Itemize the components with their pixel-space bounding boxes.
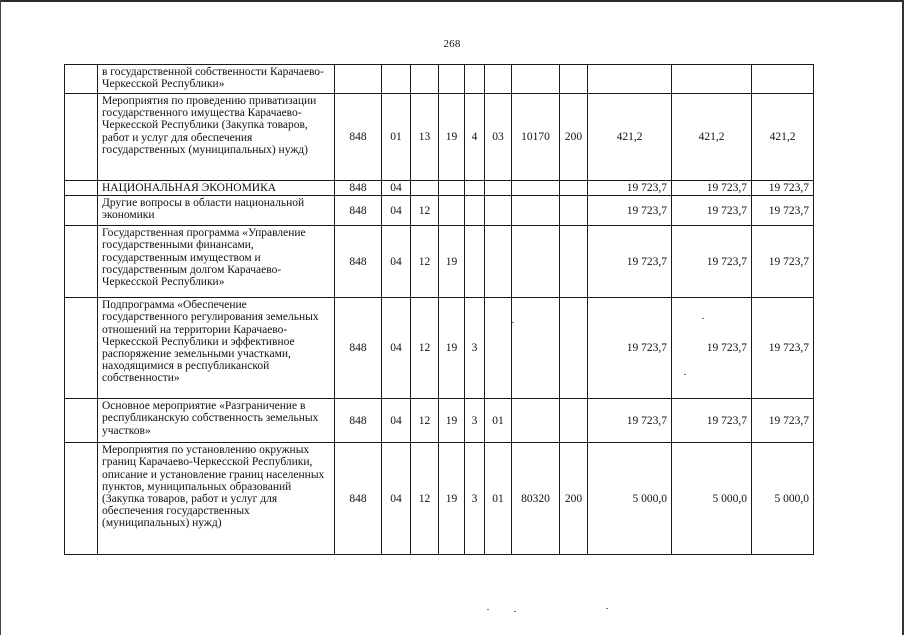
table-row: [65, 65, 814, 94]
subprogram-code-cell: 3: [465, 298, 485, 399]
subsection-code-cell: 13: [411, 94, 439, 181]
subprogram-code-cell: 3: [465, 399, 485, 443]
sum-3-cell: 19 723,7: [752, 181, 814, 196]
row-number-cell: [65, 443, 98, 555]
sum-1-cell: [588, 65, 672, 94]
expense-type-cell: [560, 298, 588, 399]
program-code-cell: 19: [439, 94, 465, 181]
direction-code-cell: [512, 181, 560, 196]
table-row: [65, 196, 814, 226]
section-code-cell: 04: [382, 196, 411, 226]
sum-2-cell: 19 723,7: [672, 399, 752, 443]
sum-2-cell: 19 723,7: [672, 298, 752, 399]
admin-code-cell: [335, 65, 382, 94]
admin-code-cell: 848: [335, 181, 382, 196]
item-name-cell: НАЦИОНАЛЬНАЯ ЭКОНОМИКА: [98, 181, 335, 196]
row-number-cell: [65, 65, 98, 94]
subprogram-code-cell: 3: [465, 443, 485, 555]
sum-3-cell: 19 723,7: [752, 399, 814, 443]
sum-1-cell: 19 723,7: [588, 196, 672, 226]
section-code-cell: 04: [382, 226, 411, 298]
sum-3-cell: 19 723,7: [752, 196, 814, 226]
row-number-cell: [65, 399, 98, 443]
section-code-cell: 04: [382, 298, 411, 399]
item-name-cell: Другие вопросы в области национальной экономики: [98, 196, 335, 226]
section-code-cell: 04: [382, 399, 411, 443]
expense-type-cell: [560, 181, 588, 196]
scan-speck: [684, 374, 686, 375]
sum-1-cell: 19 723,7: [588, 399, 672, 443]
subsection-code-cell: [411, 181, 439, 196]
main-event-code-cell: [485, 298, 512, 399]
section-code-cell: [382, 65, 411, 94]
admin-code-cell: 848: [335, 196, 382, 226]
row-number-cell: [65, 226, 98, 298]
budget-table: [64, 64, 814, 555]
row-number-cell: [65, 298, 98, 399]
sum-2-cell: [672, 65, 752, 94]
program-code-cell: 19: [439, 443, 465, 555]
subprogram-code-cell: [465, 196, 485, 226]
scan-speck: [487, 609, 489, 610]
expense-type-cell: 200: [560, 94, 588, 181]
item-name-cell: Подпрограмма «Обеспечение государственного регулирования земельных отношений на территории Карачаево-Черкесской Республики и эффективное распоряжение земельными участками, находящимися в республиканской собственности»: [98, 298, 335, 399]
section-code-cell: 04: [382, 443, 411, 555]
expense-type-cell: [560, 65, 588, 94]
sum-2-cell: 5 000,0: [672, 443, 752, 555]
subsection-code-cell: 12: [411, 443, 439, 555]
section-code-cell: 01: [382, 94, 411, 181]
table-row: [65, 298, 814, 399]
scan-speck: [514, 611, 516, 612]
item-name-cell: Государственная программа «Управление государственными финансами, государственным имуществом и государственным долгом Карачаево-Черкесской Республики»: [98, 226, 335, 298]
program-code-cell: 19: [439, 298, 465, 399]
direction-code-cell: 10170: [512, 94, 560, 181]
subsection-code-cell: 12: [411, 196, 439, 226]
main-event-code-cell: [485, 65, 512, 94]
row-number-cell: [65, 196, 98, 226]
admin-code-cell: 848: [335, 94, 382, 181]
admin-code-cell: 848: [335, 399, 382, 443]
sum-3-cell: 5 000,0: [752, 443, 814, 555]
admin-code-cell: 848: [335, 443, 382, 555]
direction-code-cell: [512, 399, 560, 443]
row-number-cell: [65, 181, 98, 196]
sum-1-cell: 421,2: [588, 94, 672, 181]
scan-edge-top: [0, 0, 904, 2]
sum-2-cell: 19 723,7: [672, 181, 752, 196]
expense-type-cell: 200: [560, 443, 588, 555]
item-name-cell: Мероприятия по проведению приватизации государственного имущества Карачаево-Черкесской Республики (Закупка товаров, работ и услуг для обеспечения государственных (муниципальных) нужд): [98, 94, 335, 181]
expense-type-cell: [560, 226, 588, 298]
sum-2-cell: 19 723,7: [672, 226, 752, 298]
sum-3-cell: 421,2: [752, 94, 814, 181]
item-name-cell: в государственной собственности Карачаево-Черкесской Республики»: [98, 65, 335, 94]
main-event-code-cell: [485, 226, 512, 298]
sum-3-cell: 19 723,7: [752, 298, 814, 399]
direction-code-cell: [512, 196, 560, 226]
row-number-cell: [65, 94, 98, 181]
sum-1-cell: 19 723,7: [588, 226, 672, 298]
table-row: [65, 94, 814, 181]
sum-2-cell: 19 723,7: [672, 196, 752, 226]
program-code-cell: [439, 196, 465, 226]
scan-speck: [702, 318, 704, 319]
sum-2-cell: 421,2: [672, 94, 752, 181]
subprogram-code-cell: [465, 65, 485, 94]
section-code-cell: 04: [382, 181, 411, 196]
expense-type-cell: [560, 196, 588, 226]
scan-speck: [606, 608, 608, 609]
admin-code-cell: 848: [335, 226, 382, 298]
subprogram-code-cell: 4: [465, 94, 485, 181]
subsection-code-cell: 12: [411, 298, 439, 399]
subsection-code-cell: 12: [411, 226, 439, 298]
subprogram-code-cell: [465, 226, 485, 298]
item-name-cell: Мероприятия по установлению окружных границ Карачаево-Черкесской Республики, описание и установление границ населенных пунктов, муниципальных образований (Закупка товаров, работ и услуг для обеспечения государственных (муниципальных) нужд): [98, 443, 335, 555]
main-event-code-cell: 01: [485, 443, 512, 555]
subprogram-code-cell: [465, 181, 485, 196]
sum-1-cell: 19 723,7: [588, 298, 672, 399]
item-name-cell: Основное мероприятие «Разграничение в республиканскую собственность земельных участков»: [98, 399, 335, 443]
page-number: 268: [443, 38, 461, 50]
direction-code-cell: 80320: [512, 443, 560, 555]
subsection-code-cell: 12: [411, 399, 439, 443]
program-code-cell: [439, 65, 465, 94]
main-event-code-cell: [485, 196, 512, 226]
subsection-code-cell: [411, 65, 439, 94]
table-row: [65, 226, 814, 298]
program-code-cell: [439, 181, 465, 196]
table-row: [65, 399, 814, 443]
direction-code-cell: [512, 65, 560, 94]
direction-code-cell: [512, 298, 560, 399]
table-row: [65, 181, 814, 196]
main-event-code-cell: 03: [485, 94, 512, 181]
sum-3-cell: [752, 65, 814, 94]
program-code-cell: 19: [439, 226, 465, 298]
sum-3-cell: 19 723,7: [752, 226, 814, 298]
program-code-cell: 19: [439, 399, 465, 443]
sum-1-cell: 19 723,7: [588, 181, 672, 196]
main-event-code-cell: [485, 181, 512, 196]
table-row: [65, 443, 814, 555]
expense-type-cell: [560, 399, 588, 443]
scan-speck: [512, 322, 514, 323]
admin-code-cell: 848: [335, 298, 382, 399]
direction-code-cell: [512, 226, 560, 298]
sum-1-cell: 5 000,0: [588, 443, 672, 555]
main-event-code-cell: 01: [485, 399, 512, 443]
scan-edge-left: [0, 0, 1, 635]
